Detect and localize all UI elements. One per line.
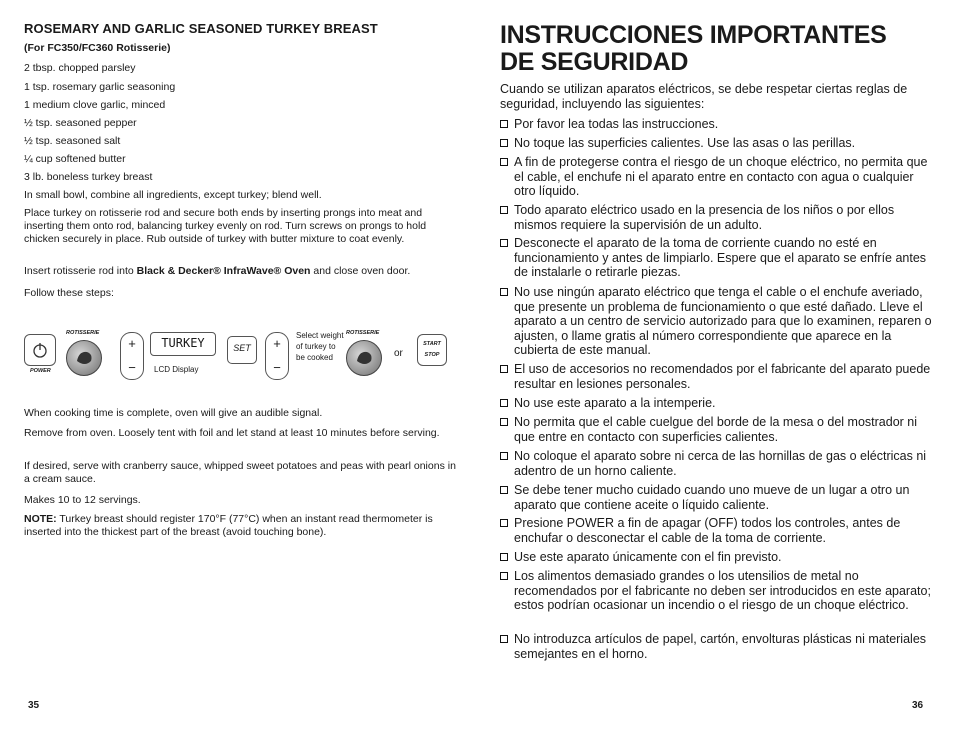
checkbox-bullet-icon — [500, 239, 508, 247]
safety-item: No coloque el aparato sobre ni cerca de las hornillas de gas o eléctricas ni adentro de un horno caliente. — [500, 449, 932, 478]
power-icon — [30, 340, 50, 360]
ingredient: 3 lb. boneless turkey breast — [24, 171, 153, 183]
safety-item: Por favor lea todas las instrucciones. — [500, 117, 932, 132]
safety-item: Los alimentos demasiado grandes o los utensilios de metal no recomendados por el fabricante no deben ser introducidos en este aparato; estos podrían ocasionar un incendio o el riesgo de un choque eléctrico. — [500, 569, 932, 613]
remove-from-oven: Remove from oven. Loosely tent with foil and let stand at least 10 minutes before serving. — [24, 427, 440, 439]
step-place-turkey: Place turkey on rotisserie rod and secure both ends by inserting prongs into meat and inserting them onto rod, balancing turkey evenly on rod. Turn screws on prongs to hold chicken securely in place. Rub outside of turkey with butter mixture to coat evenly. — [24, 207, 427, 245]
note: NOTE: Turkey breast should register 170°F (77°C) when an instant read thermometer is inserted into the thickest part of the breast (avoid touching bone). — [24, 513, 433, 538]
lcd-text: TURKEY — [161, 336, 205, 350]
checkbox-bullet-icon — [500, 365, 508, 373]
recipe-subtitle: (For FC350/FC360 Rotisserie) — [24, 42, 171, 54]
lcd-display — [150, 332, 216, 356]
safety-item: El uso de accesorios no recomendados por el fabricante del aparato puede resultar en lesiones personales. — [500, 362, 932, 391]
plus-icon: + — [128, 336, 136, 351]
safety-item: Todo aparato eléctrico usado en la presencia de los niños o por ellos mismos requiere la supervisión de un adulto. — [500, 203, 932, 232]
checkbox-bullet-icon — [500, 486, 508, 494]
checkbox-bullet-icon — [500, 572, 508, 580]
safety-item: No toque las superficies calientes. Use las asas o las perillas. — [500, 136, 932, 151]
safety-item: Desconecte el aparato de la toma de corriente cuando no esté en funcionamiento y antes de limpiarlo. Espere que el aparato se enfríe antes de instalarle o retirarle piezas. — [500, 236, 932, 280]
plus-icon: + — [273, 336, 281, 351]
checkbox-bullet-icon — [500, 139, 508, 147]
safety-item: Use este aparato únicamente con el fin previsto. — [500, 550, 932, 565]
safety-item: A fin de protegerse contra el riesgo de un choque eléctrico, no permita que el cable, el enchufe ni el aparato entre en contacto con agua o cualquier otro líquido. — [500, 155, 932, 199]
page-number: 35 — [28, 700, 40, 711]
minus-icon: − — [128, 360, 136, 375]
checkbox-bullet-icon — [500, 288, 508, 296]
select-weight-note: Select weight of turkey to be cooked — [296, 331, 344, 362]
turkey-icon — [347, 341, 381, 375]
intro-text: Cuando se utilizan aparatos eléctricos, se debe respetar ciertas reglas de seguridad, incluyendo las siguientes: — [500, 82, 908, 111]
checkbox-bullet-icon — [500, 206, 508, 214]
ingredient: ¼ cup softened butter — [24, 153, 126, 165]
checkbox-bullet-icon — [500, 158, 508, 166]
ingredient: 1 medium clove garlic, minced — [24, 99, 166, 111]
safety-item: No use ningún aparato eléctrico que tenga el cable o el enchufe averiado, que presente un problema de funcionamiento o que esté dañado. Lleve el aparato a un centro de servicio autorizado para que lo examinen, reparen o ajusten, o llame gratis al número correspondiente que aparece en la cubierta de este manual. — [500, 285, 932, 358]
rotisserie-label: ROTISSERIE — [66, 330, 100, 336]
safety-item: Se debe tener mucho cuidado cuando uno mueve de un lugar a otro un aparato que contiene aceite o líquido caliente. — [500, 483, 932, 512]
plus-minus-buttons — [265, 332, 289, 380]
step-combine: In small bowl, combine all ingredients, except turkey; blend well. — [24, 189, 322, 201]
follow-steps: Follow these steps: — [24, 287, 114, 299]
ingredient: 2 tbsp. chopped parsley — [24, 62, 136, 74]
checkbox-bullet-icon — [500, 418, 508, 426]
power-label: POWER — [30, 368, 51, 374]
safety-item: No introduzca artículos de papel, cartón, envolturas plásticas ni materiales semejantes en el horno. — [500, 632, 932, 661]
start-stop-button — [417, 334, 447, 366]
checkbox-bullet-icon — [500, 452, 508, 460]
stop-label: STOP — [424, 352, 440, 358]
rotisserie-knob — [346, 340, 382, 376]
lcd-caption: LCD Display — [154, 365, 199, 374]
ingredient: ½ tsp. seasoned pepper — [24, 117, 137, 129]
ingredient: 1 tsp. rosemary garlic seasoning — [24, 81, 176, 93]
set-button — [227, 336, 257, 364]
turkey-icon — [67, 341, 101, 375]
page-title: INSTRUCCIONES IMPORTANTES DE SEGURIDAD — [500, 21, 887, 76]
safety-item: No permita que el cable cuelgue del borde de la mesa o del mostrador ni que entre en contacto con superficies calientes. — [500, 415, 932, 444]
serving-suggestion: If desired, serve with cranberry sauce, whipped sweet potatoes and peas with pearl onions in a cream sauce. — [24, 460, 456, 485]
plus-minus-buttons — [120, 332, 144, 380]
safety-item: No use este aparato a la intemperie. — [500, 396, 932, 411]
ingredient: ½ tsp. seasoned salt — [24, 135, 121, 147]
checkbox-bullet-icon — [500, 553, 508, 561]
recipe-title: ROSEMARY AND GARLIC SEASONED TURKEY BREAST — [24, 21, 378, 36]
checkbox-bullet-icon — [500, 519, 508, 527]
checkbox-bullet-icon — [500, 120, 508, 128]
start-label: START — [423, 341, 441, 347]
rotisserie-knob — [66, 340, 102, 376]
set-label: SET — [233, 343, 251, 353]
power-button — [24, 334, 56, 366]
page-number: 36 — [912, 700, 924, 711]
or-text: or — [394, 348, 403, 359]
safety-item: Presione POWER a fin de apagar (OFF) todos los controles, antes de enchufar o desconectar el cable de la toma de corriente. — [500, 516, 932, 545]
checkbox-bullet-icon — [500, 635, 508, 643]
checkbox-bullet-icon — [500, 399, 508, 407]
control-panel-illustration — [24, 330, 456, 380]
rotisserie-label: ROTISSERIE — [346, 330, 380, 336]
servings: Makes 10 to 12 servings. — [24, 494, 141, 506]
step-insert-rod: Insert rotisserie rod into Black & Decker® InfraWave® Oven and close oven door. — [24, 265, 411, 277]
minus-icon: − — [273, 360, 281, 375]
audible-signal: When cooking time is complete, oven will give an audible signal. — [24, 407, 323, 419]
